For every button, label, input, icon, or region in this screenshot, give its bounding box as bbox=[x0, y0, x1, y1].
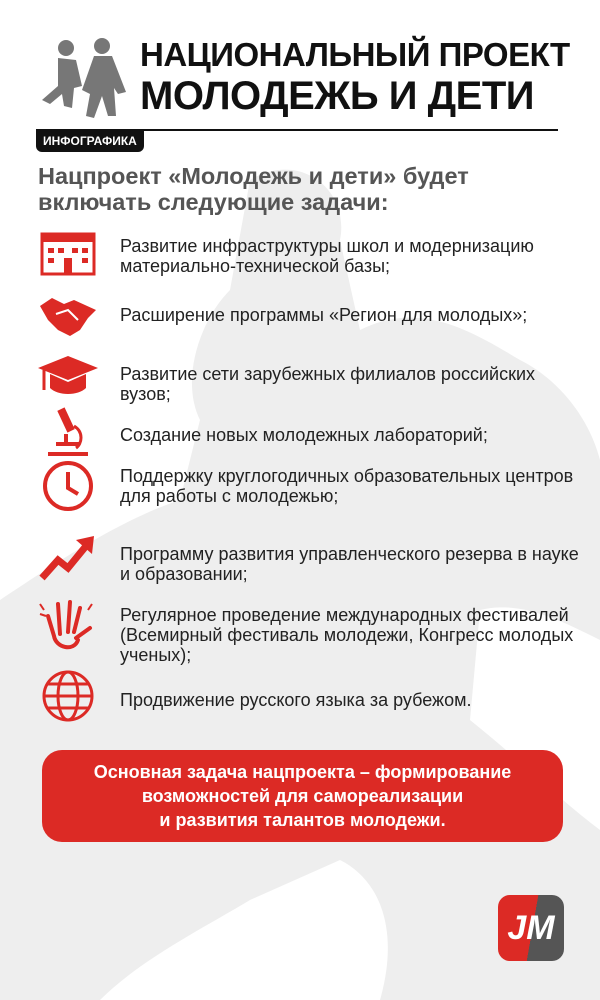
item-text: Поддержку круглогодичных образовательных центров для работы с молодежью; bbox=[120, 466, 574, 506]
growth-arrow-icon bbox=[36, 530, 100, 586]
main-goal-callout bbox=[42, 750, 563, 842]
item-text: Программу развития управленческого резерва в науке и образовании; bbox=[120, 544, 579, 584]
item-text: Расширение программы «Регион для молодых»; bbox=[120, 305, 528, 325]
microscope-icon bbox=[36, 404, 100, 460]
logo-text: JM bbox=[507, 908, 555, 947]
callout-line-1: Основная задача нацпроекта – формирование bbox=[93, 762, 512, 782]
subtitle: Нацпроект «Молодежь и дети» будет включать следующие задачи: bbox=[38, 163, 469, 215]
title-line-1: НАЦИОНАЛЬНЫЙ ПРОЕКТ bbox=[140, 36, 570, 73]
globe-icon bbox=[36, 668, 100, 724]
clock-icon bbox=[36, 458, 100, 514]
title-line-2: МОЛОДЕЖЬ И ДЕТИ bbox=[140, 74, 535, 118]
infographic-badge: ИНФОГРАФИКА bbox=[36, 130, 144, 152]
item-text: Развитие сети зарубежных филиалов российских вузов; bbox=[120, 364, 535, 404]
graduation-cap-icon bbox=[36, 350, 100, 406]
school-building-icon bbox=[36, 228, 100, 284]
callout-line-2: возможностей для самореализации bbox=[141, 786, 464, 806]
callout-line-3: и развития талантов молодежи. bbox=[159, 810, 446, 830]
item-text: Продвижение русского языка за рубежом. bbox=[120, 690, 472, 710]
item-text: Развитие инфраструктуры школ и модернизацию материально-технической базы; bbox=[120, 236, 534, 276]
handshake-icon bbox=[36, 288, 100, 344]
waving-hand-icon bbox=[36, 596, 100, 652]
item-text: Регулярное проведение международных фестивалей (Всемирный фестиваль молодежи, Конгресс молодых ученых); bbox=[120, 605, 574, 665]
jm-logo bbox=[498, 895, 564, 961]
item-text: Создание новых молодежных лабораторий; bbox=[120, 425, 488, 445]
children-running-logo-icon bbox=[36, 38, 136, 120]
